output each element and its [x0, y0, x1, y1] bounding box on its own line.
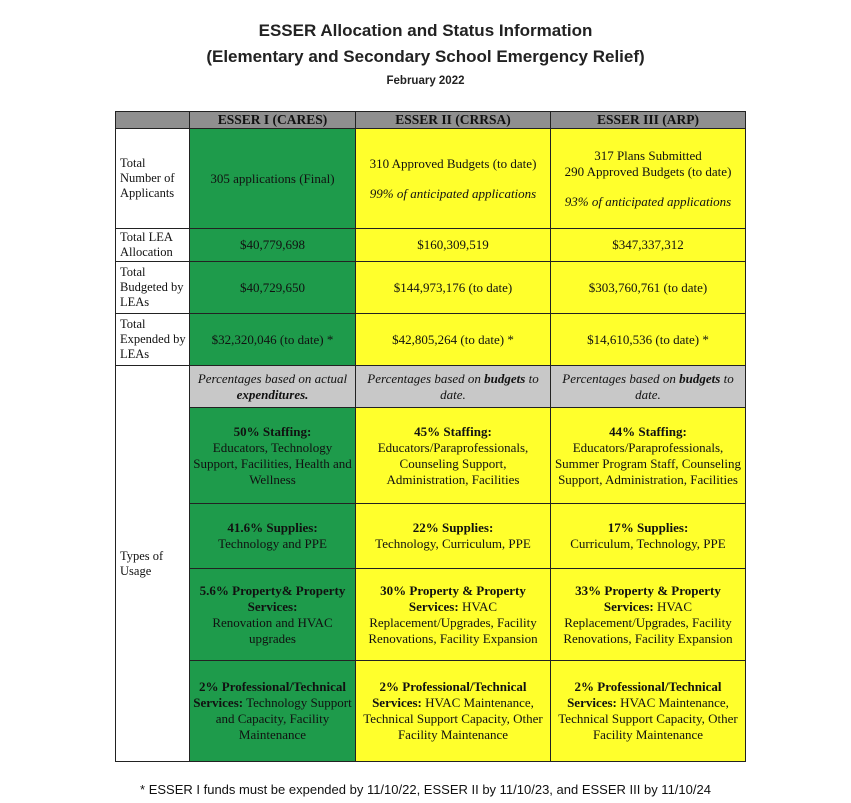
staffing-esser3-head: 44% Staffing:	[609, 423, 687, 439]
property-esser2	[356, 569, 551, 661]
deadline-footnote: * ESSER I funds must be expended by 11/10/22, ESSER II by 11/10/23, and ESSER III by 11/10/24	[140, 782, 711, 797]
supplies-esser3-body: Curriculum, Technology, PPE	[570, 536, 726, 551]
property-esser3-body: HVAC Replacement/Upgrades, Facility Renovations, Facility Expansion	[563, 598, 733, 646]
budgeted-label: Total Budgeted by LEAs	[116, 262, 190, 314]
supplies-esser2-head: 22% Supplies:	[412, 520, 494, 535]
property-esser3-head: 33% Property & Property Services:	[575, 582, 721, 614]
supplies-esser1-head: 41.6% Supplies:	[227, 520, 318, 535]
basis-esser2-suffix: to date.	[440, 370, 539, 402]
staffing-esser1-head: 50% Staffing:	[233, 423, 312, 439]
supplies-row	[116, 504, 746, 569]
staffing-esser2	[356, 408, 551, 504]
allocation-row	[116, 229, 746, 262]
header-row	[116, 112, 746, 129]
property-esser1	[190, 569, 356, 661]
staffing-esser3-body: Educators/Paraprofessionals, Summer Program Staff, Counseling Support, Administration, Facilities	[554, 439, 742, 487]
staffing-esser2-head: 45% Staffing:	[414, 423, 492, 439]
basis-esser3	[551, 366, 746, 408]
professional-esser2-body: HVAC Maintenance, Technical Support Capacity, Other Facility Maintenance	[363, 695, 543, 742]
basis-esser2-emphasis: budgets	[484, 370, 526, 386]
basis-esser3-emphasis: budgets	[679, 370, 721, 386]
applicants-esser2-count: 310 Approved Budgets (to date)	[369, 155, 537, 171]
supplies-esser3-head: 17% Supplies:	[607, 520, 689, 535]
allocation-label: Total LEA Allocation	[116, 229, 190, 262]
applicants-row	[116, 129, 746, 229]
basis-esser3-text: Percentages based on	[562, 370, 680, 386]
allocation-esser2: $160,309,519	[356, 229, 551, 262]
basis-row	[116, 366, 746, 408]
header-esser3: ESSER III (ARP)	[551, 112, 746, 129]
professional-esser2-head: 2% Professional/Technical Services:	[372, 679, 527, 710]
header-esser1: ESSER I (CARES)	[190, 112, 356, 129]
header-blank-cell	[116, 112, 190, 129]
basis-esser1-emphasis: expenditures.	[236, 386, 309, 402]
property-esser1-body: Renovation and HVAC upgrades	[212, 614, 333, 646]
staffing-esser1-body: Educators, Technology Support, Facilities, Health and Wellness	[193, 439, 352, 487]
applicants-esser2-note: 99% of anticipated applications	[369, 185, 537, 201]
professional-esser1-head: 2% Professional/Technical Services:	[193, 679, 346, 710]
budgeted-esser3: $303,760,761 (to date)	[551, 262, 746, 314]
staffing-esser3	[551, 408, 746, 504]
basis-esser2	[356, 366, 551, 408]
usage-label: Types of Usage	[116, 366, 190, 762]
property-esser2-body: HVAC Replacement/Upgrades, Facility Renovations, Facility Expansion	[368, 598, 538, 646]
applicants-esser3	[551, 129, 746, 229]
budgeted-row	[116, 262, 746, 314]
staffing-esser2-body: Educators/Paraprofessionals, Counseling Support, Administration, Facilities	[377, 439, 529, 487]
document-title: ESSER Allocation and Status Information	[258, 21, 593, 40]
supplies-esser2-body: Technology, Curriculum, PPE	[375, 536, 531, 551]
document-date: February 2022	[386, 75, 465, 87]
budgeted-esser1: $40,729,650	[190, 262, 356, 314]
staffing-row	[116, 408, 746, 504]
property-esser3	[551, 569, 746, 661]
expended-row	[116, 314, 746, 366]
property-esser1-head: 5.6% Property& Property Services:	[199, 582, 346, 614]
basis-esser3-suffix: to date.	[635, 370, 734, 402]
applicants-esser1: 305 applications (Final)	[190, 129, 356, 229]
applicants-esser2	[356, 129, 551, 229]
applicants-esser3-note: 93% of anticipated applications	[564, 193, 732, 209]
supplies-esser1	[190, 504, 356, 569]
supplies-esser1-body: Technology and PPE	[218, 536, 327, 551]
professional-esser3	[551, 661, 746, 762]
allocation-esser3: $347,337,312	[551, 229, 746, 262]
budgeted-esser2: $144,973,176 (to date)	[356, 262, 551, 314]
document-subtitle: (Elementary and Secondary School Emergency Relief)	[206, 47, 645, 66]
supplies-esser2	[356, 504, 551, 569]
allocation-esser1: $40,779,698	[190, 229, 356, 262]
expended-label: Total Expended by LEAs	[116, 314, 190, 366]
property-esser2-head: 30% Property & Property Services:	[380, 582, 526, 614]
professional-esser3-body: HVAC Maintenance, Technical Support Capacity, Other Facility Maintenance	[558, 695, 738, 742]
expended-esser3: $14,610,536 (to date) *	[551, 314, 746, 366]
basis-esser2-text: Percentages based on	[367, 370, 485, 386]
expended-esser2: $42,805,264 (to date) *	[356, 314, 551, 366]
basis-esser1-text: Percentages based on actual	[197, 370, 348, 386]
property-row	[116, 569, 746, 661]
header-esser2: ESSER II (CRRSA)	[356, 112, 551, 129]
supplies-esser3	[551, 504, 746, 569]
staffing-esser1	[190, 408, 356, 504]
basis-esser1	[190, 366, 356, 408]
professional-row	[116, 661, 746, 762]
esser-status-table	[115, 111, 746, 762]
applicants-label: Total Number of Applicants	[116, 129, 190, 229]
professional-esser1	[190, 661, 356, 762]
professional-esser3-head: 2% Professional/Technical Services:	[567, 679, 722, 710]
professional-esser2	[356, 661, 551, 762]
expended-esser1: $32,320,046 (to date) *	[190, 314, 356, 366]
applicants-esser3-count: 290 Approved Budgets (to date)	[564, 163, 732, 179]
applicants-esser3-submitted: 317 Plans Submitted	[594, 147, 702, 163]
professional-esser1-body: Technology Support and Capacity, Facility Maintenance	[215, 695, 352, 742]
